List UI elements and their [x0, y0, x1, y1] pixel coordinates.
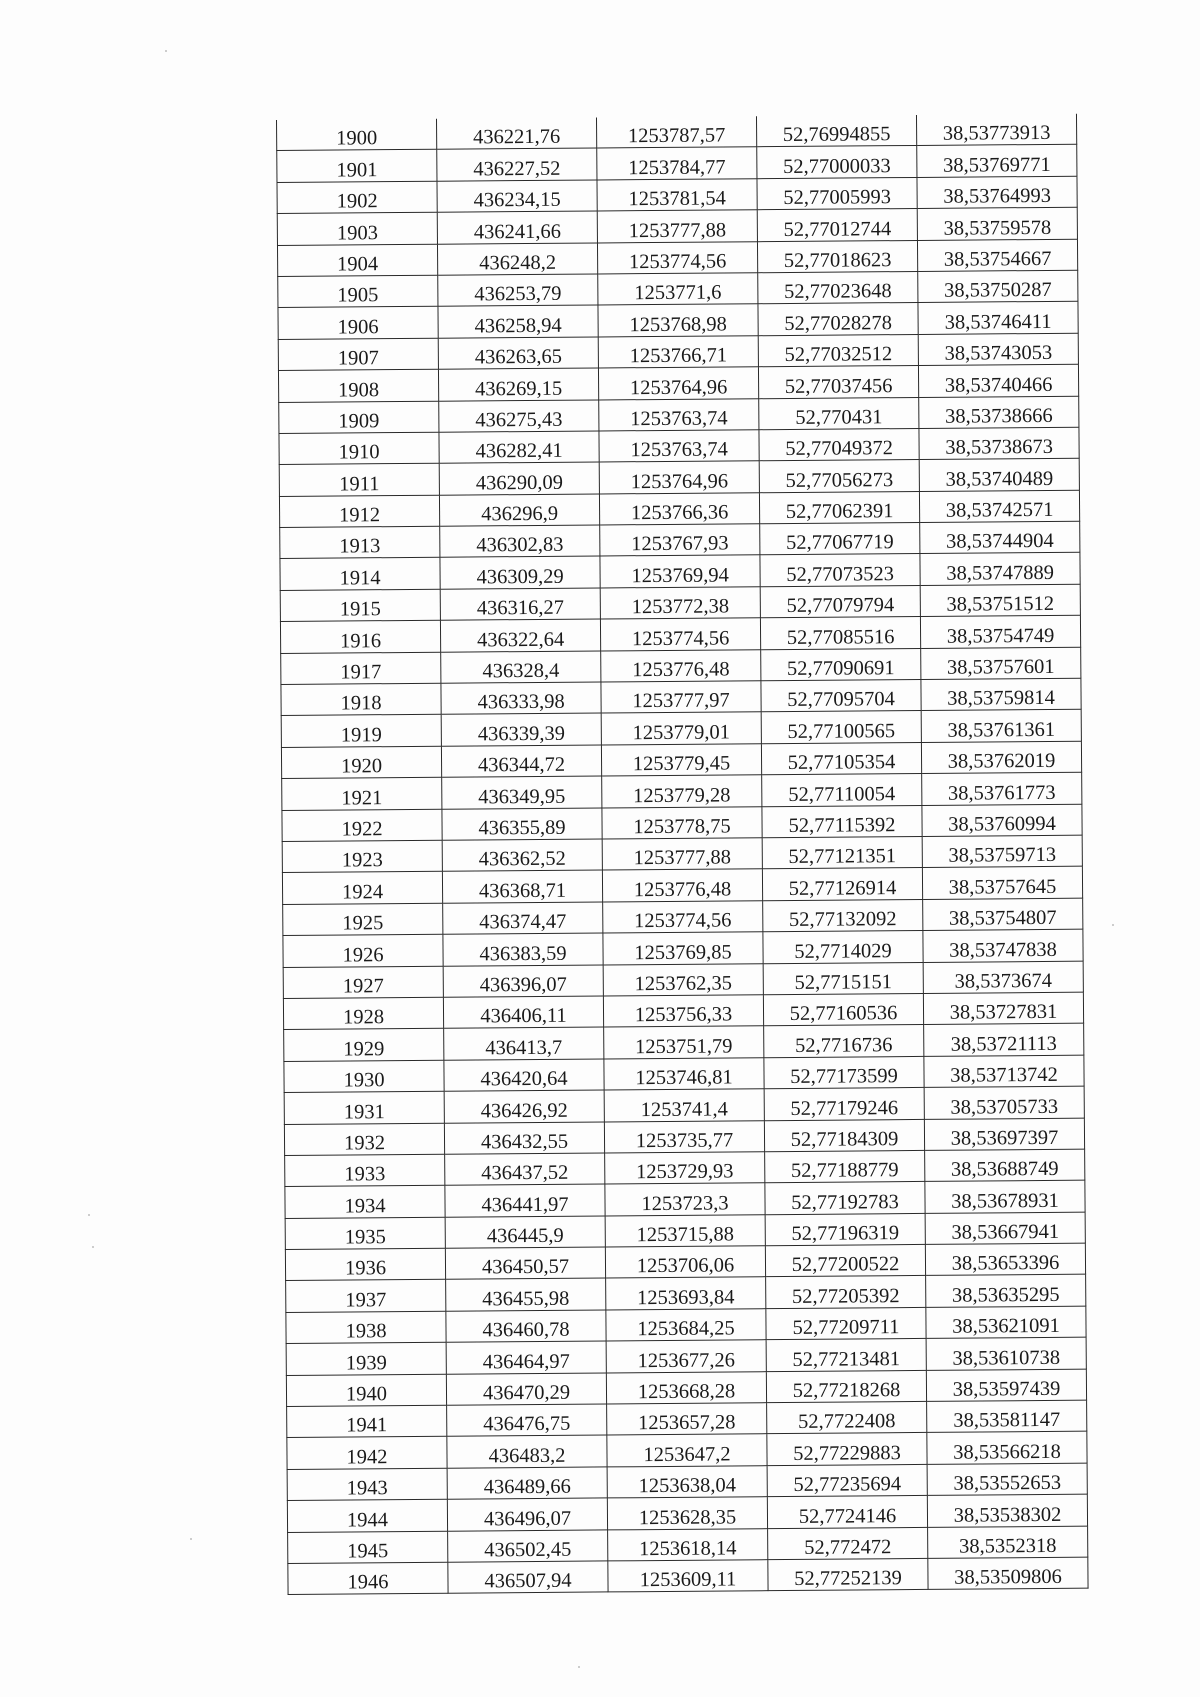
longitude-cell: 38,53727831 [923, 992, 1083, 1025]
latitude-cell: 52,77205392 [766, 1276, 926, 1309]
longitude-cell: 38,53621091 [926, 1306, 1086, 1339]
y-coordinate-cell: 1253779,28 [602, 775, 762, 808]
longitude-cell: 38,53705733 [924, 1086, 1084, 1119]
longitude-cell: 38,53552653 [927, 1463, 1087, 1496]
longitude-cell: 38,53759578 [917, 207, 1077, 240]
year-cell: 1927 [283, 966, 443, 999]
latitude-cell: 52,77213481 [766, 1339, 926, 1372]
latitude-cell: 52,77028278 [758, 303, 918, 336]
longitude-cell: 38,53746411 [918, 302, 1078, 335]
x-coordinate-cell: 436282,41 [439, 431, 599, 464]
year-cell: 1933 [285, 1154, 445, 1187]
year-cell: 1945 [288, 1531, 448, 1564]
year-cell: 1904 [277, 244, 437, 277]
latitude-cell: 52,77032512 [758, 334, 918, 367]
y-coordinate-cell: 1253609,11 [608, 1560, 768, 1593]
year-cell: 1905 [278, 275, 438, 308]
x-coordinate-cell: 436362,52 [442, 839, 602, 872]
year-cell: 1906 [278, 307, 438, 340]
year-cell: 1946 [288, 1562, 448, 1595]
x-coordinate-cell: 436374,47 [443, 902, 603, 935]
longitude-cell: 38,53697397 [924, 1118, 1084, 1151]
latitude-cell: 52,77090691 [761, 648, 921, 681]
latitude-cell: 52,77000033 [757, 146, 917, 179]
longitude-cell: 38,53653396 [925, 1243, 1085, 1276]
year-cell: 1934 [285, 1185, 445, 1218]
longitude-cell: 38,53751512 [920, 584, 1080, 617]
x-coordinate-cell: 436296,9 [439, 494, 599, 527]
year-cell: 1938 [286, 1311, 446, 1344]
y-coordinate-cell: 1253763,74 [599, 398, 759, 431]
latitude-cell: 52,77229883 [767, 1433, 927, 1466]
x-coordinate-cell: 436496,07 [447, 1498, 607, 1531]
longitude-cell: 38,53740489 [919, 458, 1079, 491]
coordinates-table [276, 114, 1089, 1596]
y-coordinate-cell: 1253779,45 [601, 744, 761, 777]
longitude-cell: 38,53688749 [925, 1149, 1085, 1182]
longitude-cell: 38,53750287 [918, 270, 1078, 303]
latitude-cell: 52,77100565 [761, 711, 921, 744]
year-cell: 1926 [283, 934, 443, 967]
latitude-cell: 52,77126914 [762, 868, 922, 901]
longitude-cell: 38,53678931 [925, 1180, 1085, 1213]
longitude-cell: 38,53509806 [928, 1557, 1088, 1590]
x-coordinate-cell: 436241,66 [437, 211, 597, 244]
latitude-cell: 52,7722408 [767, 1401, 927, 1434]
x-coordinate-cell: 436507,94 [448, 1561, 608, 1594]
longitude-cell: 38,53747838 [923, 929, 1083, 962]
latitude-cell: 52,77056273 [759, 460, 919, 493]
latitude-cell: 52,77049372 [759, 428, 919, 461]
longitude-cell: 38,53762019 [921, 741, 1081, 774]
latitude-cell: 52,77209711 [766, 1307, 926, 1340]
year-cell: 1920 [281, 746, 441, 779]
y-coordinate-cell: 1253628,35 [607, 1497, 767, 1530]
latitude-cell: 52,77179246 [764, 1088, 924, 1121]
year-cell: 1939 [286, 1342, 446, 1375]
y-coordinate-cell: 1253777,97 [601, 681, 761, 714]
y-coordinate-cell: 1253729,93 [605, 1152, 765, 1185]
longitude-cell: 38,53738666 [919, 396, 1079, 429]
x-coordinate-cell: 436355,89 [442, 808, 602, 841]
latitude-cell: 52,77160536 [763, 993, 923, 1026]
latitude-cell: 52,77184309 [764, 1119, 924, 1152]
longitude-cell: 38,53754807 [923, 898, 1083, 931]
longitude-cell: 38,53538302 [927, 1494, 1087, 1527]
y-coordinate-cell: 1253657,28 [607, 1403, 767, 1436]
x-coordinate-cell: 436263,65 [438, 337, 598, 370]
y-coordinate-cell: 1253784,77 [597, 147, 757, 180]
year-cell: 1940 [286, 1374, 446, 1407]
y-coordinate-cell: 1253777,88 [597, 210, 757, 243]
latitude-cell: 52,77012744 [757, 209, 917, 242]
x-coordinate-cell: 436460,78 [446, 1310, 606, 1343]
longitude-cell: 38,53744904 [920, 521, 1080, 554]
longitude-cell: 38,53743053 [918, 333, 1078, 366]
x-coordinate-cell: 436470,29 [446, 1373, 606, 1406]
longitude-cell: 38,53610738 [926, 1337, 1086, 1370]
latitude-cell: 52,7724146 [767, 1496, 927, 1529]
year-cell: 1921 [282, 777, 442, 810]
x-coordinate-cell: 436464,97 [446, 1341, 606, 1374]
x-coordinate-cell: 436269,15 [438, 368, 598, 401]
year-cell: 1914 [280, 558, 440, 591]
latitude-cell: 52,77105354 [761, 742, 921, 775]
y-coordinate-cell: 1253767,93 [600, 524, 760, 557]
x-coordinate-cell: 436253,79 [438, 274, 598, 307]
y-coordinate-cell: 1253668,28 [606, 1371, 766, 1404]
longitude-cell: 38,53738673 [919, 427, 1079, 460]
table-row [288, 1557, 1088, 1595]
year-cell: 1915 [280, 589, 440, 622]
longitude-cell: 38,53566218 [927, 1432, 1087, 1465]
year-cell: 1911 [279, 464, 439, 497]
latitude-cell: 52,77252139 [768, 1558, 928, 1591]
latitude-cell: 52,77037456 [758, 366, 918, 399]
longitude-cell: 38,53757645 [922, 867, 1082, 900]
y-coordinate-cell: 1253777,88 [602, 838, 762, 871]
x-coordinate-cell: 436339,39 [441, 713, 601, 746]
y-coordinate-cell: 1253735,77 [604, 1120, 764, 1153]
longitude-cell: 38,53759814 [921, 678, 1081, 711]
x-coordinate-cell: 436450,57 [445, 1247, 605, 1280]
year-cell: 1910 [279, 432, 439, 465]
year-cell: 1928 [283, 997, 443, 1030]
x-coordinate-cell: 436441,97 [445, 1184, 605, 1217]
longitude-cell: 38,53747889 [920, 553, 1080, 586]
latitude-cell: 52,77173599 [764, 1056, 924, 1089]
y-coordinate-cell: 1253764,96 [599, 461, 759, 494]
y-coordinate-cell: 1253774,56 [603, 900, 763, 933]
year-cell: 1943 [287, 1468, 447, 1501]
year-cell: 1900 [276, 119, 436, 151]
latitude-cell: 52,77121351 [762, 836, 922, 869]
y-coordinate-cell: 1253766,71 [598, 335, 758, 368]
latitude-cell: 52,77192783 [765, 1182, 925, 1215]
longitude-cell: 38,53581147 [927, 1400, 1087, 1433]
latitude-cell: 52,7715151 [763, 962, 923, 995]
longitude-cell: 38,53764993 [917, 176, 1077, 209]
longitude-cell: 38,53761361 [921, 710, 1081, 743]
y-coordinate-cell: 1253723,3 [605, 1183, 765, 1216]
latitude-cell: 52,77005993 [757, 177, 917, 210]
year-cell: 1937 [286, 1280, 446, 1313]
longitude-cell: 38,5373674 [923, 961, 1083, 994]
longitude-cell: 38,53769771 [917, 145, 1077, 178]
year-cell: 1942 [287, 1437, 447, 1470]
coordinates-table-body [276, 114, 1088, 1595]
latitude-cell: 52,7716736 [764, 1025, 924, 1058]
longitude-cell: 38,53597439 [926, 1369, 1086, 1402]
y-coordinate-cell: 1253751,79 [604, 1026, 764, 1059]
latitude-cell: 52,77079794 [760, 585, 920, 618]
longitude-cell: 38,53721113 [924, 1024, 1084, 1057]
year-cell: 1929 [284, 1029, 444, 1062]
latitude-cell: 52,770431 [759, 397, 919, 430]
y-coordinate-cell: 1253771,6 [598, 273, 758, 306]
latitude-cell: 52,7714029 [763, 931, 923, 964]
x-coordinate-cell: 436275,43 [439, 399, 599, 432]
longitude-cell: 38,53760994 [922, 804, 1082, 837]
y-coordinate-cell: 1253778,75 [602, 806, 762, 839]
year-cell: 1909 [279, 401, 439, 434]
y-coordinate-cell: 1253781,54 [597, 179, 757, 212]
y-coordinate-cell: 1253769,85 [603, 932, 763, 965]
latitude-cell: 52,772472 [768, 1527, 928, 1560]
x-coordinate-cell: 436483,2 [447, 1435, 607, 1468]
y-coordinate-cell: 1253706,06 [605, 1246, 765, 1279]
year-cell: 1931 [284, 1091, 444, 1124]
latitude-cell: 52,76994855 [756, 115, 916, 147]
y-coordinate-cell: 1253774,56 [597, 241, 757, 274]
longitude-cell: 38,53754749 [920, 615, 1080, 648]
y-coordinate-cell: 1253766,36 [599, 492, 759, 525]
longitude-cell: 38,53740466 [918, 364, 1078, 397]
x-coordinate-cell: 436413,7 [444, 1027, 604, 1060]
year-cell: 1907 [278, 338, 438, 371]
y-coordinate-cell: 1253741,4 [604, 1089, 764, 1122]
year-cell: 1923 [282, 840, 442, 873]
longitude-cell: 38,53713742 [924, 1055, 1084, 1088]
y-coordinate-cell: 1253763,74 [599, 430, 759, 463]
longitude-cell: 38,53667941 [925, 1212, 1085, 1245]
y-coordinate-cell: 1253787,57 [596, 116, 756, 148]
y-coordinate-cell: 1253647,2 [607, 1434, 767, 1467]
x-coordinate-cell: 436455,98 [446, 1278, 606, 1311]
x-coordinate-cell: 436258,94 [438, 305, 598, 338]
year-cell: 1930 [284, 1060, 444, 1093]
x-coordinate-cell: 436322,64 [440, 619, 600, 652]
x-coordinate-cell: 436248,2 [437, 243, 597, 276]
longitude-cell: 38,53773913 [916, 114, 1076, 146]
latitude-cell: 52,77196319 [765, 1213, 925, 1246]
x-coordinate-cell: 436383,59 [443, 933, 603, 966]
y-coordinate-cell: 1253684,25 [606, 1309, 766, 1342]
x-coordinate-cell: 436221,76 [436, 117, 596, 149]
x-coordinate-cell: 436426,92 [444, 1090, 604, 1123]
y-coordinate-cell: 1253776,48 [601, 649, 761, 682]
x-coordinate-cell: 436489,66 [447, 1467, 607, 1500]
x-coordinate-cell: 436502,45 [448, 1530, 608, 1563]
latitude-cell: 52,77132092 [763, 899, 923, 932]
x-coordinate-cell: 436309,29 [440, 556, 600, 589]
x-coordinate-cell: 436316,27 [440, 588, 600, 621]
year-cell: 1919 [281, 715, 441, 748]
y-coordinate-cell: 1253715,88 [605, 1214, 765, 1247]
latitude-cell: 52,77062391 [759, 491, 919, 524]
x-coordinate-cell: 436368,71 [442, 870, 602, 903]
latitude-cell: 52,77218268 [766, 1370, 926, 1403]
y-coordinate-cell: 1253779,01 [601, 712, 761, 745]
year-cell: 1908 [278, 369, 438, 402]
y-coordinate-cell: 1253677,26 [606, 1340, 766, 1373]
y-coordinate-cell: 1253768,98 [598, 304, 758, 337]
y-coordinate-cell: 1253693,84 [606, 1277, 766, 1310]
year-cell: 1932 [284, 1123, 444, 1156]
x-coordinate-cell: 436234,15 [437, 180, 597, 213]
x-coordinate-cell: 436396,07 [443, 965, 603, 998]
x-coordinate-cell: 436476,75 [447, 1404, 607, 1437]
year-cell: 1944 [287, 1499, 447, 1532]
latitude-cell: 52,77188779 [765, 1150, 925, 1183]
year-cell: 1901 [277, 150, 437, 183]
longitude-cell: 38,53754667 [917, 239, 1077, 272]
latitude-cell: 52,77018623 [757, 240, 917, 273]
latitude-cell: 52,77200522 [765, 1244, 925, 1277]
year-cell: 1918 [281, 683, 441, 716]
x-coordinate-cell: 436328,4 [441, 651, 601, 684]
x-coordinate-cell: 436432,55 [444, 1121, 604, 1154]
year-cell: 1941 [287, 1405, 447, 1438]
longitude-cell: 38,5352318 [928, 1526, 1088, 1559]
x-coordinate-cell: 436290,09 [439, 462, 599, 495]
y-coordinate-cell: 1253756,33 [603, 995, 763, 1028]
year-cell: 1902 [277, 181, 437, 214]
year-cell: 1913 [280, 526, 440, 559]
longitude-cell: 38,53742571 [919, 490, 1079, 523]
x-coordinate-cell: 436302,83 [440, 525, 600, 558]
year-cell: 1922 [282, 809, 442, 842]
year-cell: 1912 [279, 495, 439, 528]
latitude-cell: 52,77235694 [767, 1464, 927, 1497]
longitude-cell: 38,53761773 [922, 772, 1082, 805]
x-coordinate-cell: 436420,64 [444, 1059, 604, 1092]
latitude-cell: 52,77095704 [761, 679, 921, 712]
year-cell: 1935 [285, 1217, 445, 1250]
y-coordinate-cell: 1253769,94 [600, 555, 760, 588]
x-coordinate-cell: 436437,52 [445, 1153, 605, 1186]
year-cell: 1924 [282, 872, 442, 905]
y-coordinate-cell: 1253638,04 [607, 1465, 767, 1498]
latitude-cell: 52,77110054 [762, 774, 922, 807]
y-coordinate-cell: 1253774,56 [600, 618, 760, 651]
y-coordinate-cell: 1253772,38 [600, 587, 760, 620]
year-cell: 1925 [283, 903, 443, 936]
year-cell: 1903 [277, 212, 437, 245]
year-cell: 1936 [285, 1248, 445, 1281]
x-coordinate-cell: 436333,98 [441, 682, 601, 715]
latitude-cell: 52,77023648 [758, 271, 918, 304]
longitude-cell: 38,53757601 [921, 647, 1081, 680]
y-coordinate-cell: 1253776,48 [602, 869, 762, 902]
latitude-cell: 52,77073523 [760, 554, 920, 587]
x-coordinate-cell: 436406,11 [443, 996, 603, 1029]
latitude-cell: 52,77085516 [760, 617, 920, 650]
longitude-cell: 38,53759713 [922, 835, 1082, 868]
y-coordinate-cell: 1253618,14 [608, 1528, 768, 1561]
x-coordinate-cell: 436445,9 [445, 1216, 605, 1249]
y-coordinate-cell: 1253762,35 [603, 963, 763, 996]
longitude-cell: 38,53635295 [926, 1275, 1086, 1308]
x-coordinate-cell: 436227,52 [437, 148, 597, 181]
x-coordinate-cell: 436349,95 [442, 776, 602, 809]
latitude-cell: 52,77067719 [760, 523, 920, 556]
year-cell: 1917 [281, 652, 441, 685]
year-cell: 1916 [280, 620, 440, 653]
x-coordinate-cell: 436344,72 [441, 745, 601, 778]
latitude-cell: 52,77115392 [762, 805, 922, 838]
y-coordinate-cell: 1253764,96 [598, 367, 758, 400]
y-coordinate-cell: 1253746,81 [604, 1057, 764, 1090]
